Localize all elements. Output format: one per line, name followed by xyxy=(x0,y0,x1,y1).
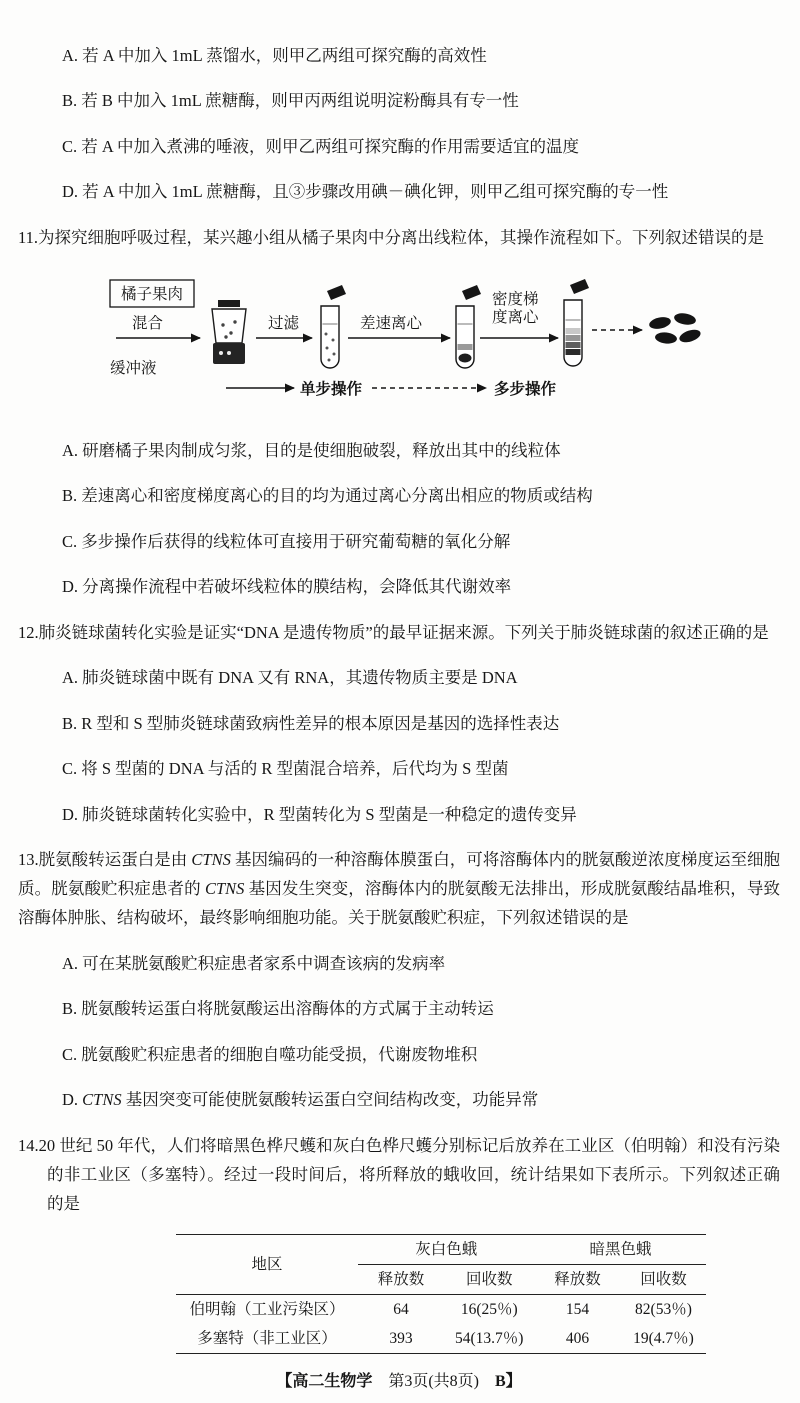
question-stem-text: 20 世纪 50 年代，人们将暗黑色桦尺蠖和灰白色桦尺蠖分别标记后放养在工业区（伯明翰）和没有污染的非工业区（多塞特）。经过一段时间后，将所释放的蛾收回，统计结果如下表所示。下列叙述正确的是 xyxy=(38,1135,780,1213)
option-d: D. 分离操作流程中若破坏线粒体的膜结构，会降低其代谢效率 xyxy=(62,577,512,596)
gene-symbol: CTNS xyxy=(204,879,245,898)
option-c: C. 将 S 型菌的 DNA 与活的 R 型菌混合培养，后代均为 S 型菌 xyxy=(62,759,509,778)
sub-header-released: 释放数 xyxy=(534,1265,620,1295)
sub-header-recaptured: 回收数 xyxy=(444,1265,534,1295)
option-c: C. 若 A 中加入煮沸的唾液，则甲乙两组可探究酶的作用需要适宜的温度 xyxy=(62,136,580,156)
question-stem xyxy=(18,1131,780,1218)
option-d xyxy=(18,1085,780,1114)
test-tube-2 xyxy=(456,285,481,368)
question-12 xyxy=(18,618,780,829)
question-number: 13. xyxy=(18,850,39,869)
value-cell: 16(25％) xyxy=(460,1301,518,1318)
pour-vessel-icon xyxy=(570,279,589,294)
differential-centrifugation-label: 差速离心 xyxy=(360,315,423,332)
question-14 xyxy=(18,1131,780,1355)
footer-page-number: 第3页(共8页) xyxy=(388,1373,479,1390)
multi-step-label: 多步操作 xyxy=(494,381,557,398)
footer-subject: 【高二生物学 xyxy=(276,1373,373,1390)
filter-label: 过滤 xyxy=(268,315,300,332)
density-gradient-label-line2: 度离心 xyxy=(492,309,539,326)
sub-header-released: 释放数 xyxy=(358,1265,444,1295)
pour-vessel-icon xyxy=(327,285,346,300)
column-header-region: 地区 xyxy=(176,1235,358,1295)
option-b: B. R 型和 S 型肺炎链球菌致病性差异的根本原因是基因的选择性表达 xyxy=(62,713,560,733)
option-a: A. 肺炎链球菌中既有 DNA 又有 RNA，其遗传物质主要是 DNA xyxy=(62,668,518,687)
flow-diagram-svg xyxy=(106,276,746,410)
question-10-options xyxy=(18,41,780,207)
question-11 xyxy=(18,223,780,602)
single-step-label: 单步操作 xyxy=(300,381,363,398)
blender-icon xyxy=(212,300,246,364)
question-number: 14. xyxy=(18,1135,39,1155)
page-footer xyxy=(18,1368,780,1391)
option-d: D. 若 A 中加入 1mL 蔗糖酶，且③步骤改用碘－碘化钾，则甲乙组可探究酶的专一性 xyxy=(62,182,669,201)
question-13 xyxy=(18,845,780,1114)
stem-text: 基因编码的一种溶酶体膜蛋白，可将溶酶体内的胱氨酸逆浓度梯度运至细胞质。胱氨酸贮积症患者的 xyxy=(18,850,780,898)
stem-text: 胱氨酸转运蛋白是由 xyxy=(38,850,192,869)
value-cell: 82(53％) xyxy=(635,1301,692,1318)
option-d-text: 基因突变可能使胱氨酸转运蛋白空间结构改变，功能异常 xyxy=(121,1090,539,1109)
gene-symbol: CTNS xyxy=(191,850,231,869)
gene-symbol: CTNS xyxy=(82,1090,122,1109)
buffer-label: 缓冲液 xyxy=(110,360,157,377)
region-cell: 伯明翰（工业污染区） xyxy=(189,1301,345,1318)
table-row-birmingham xyxy=(176,1295,706,1325)
question-number: 12. xyxy=(18,622,39,642)
footer-version: B】 xyxy=(495,1373,522,1390)
value-cell: 54(13.7％) xyxy=(455,1330,524,1347)
value-cell: 64 xyxy=(393,1301,409,1318)
option-a: A. 可在某胱氨酸贮积症患者家系中调查该病的发病率 xyxy=(62,953,446,973)
value-cell: 393 xyxy=(389,1330,413,1347)
column-header-grey-moth: 灰白色蛾 xyxy=(358,1235,534,1265)
mitochondria-icon xyxy=(648,312,702,345)
option-b: B. 若 B 中加入 1mL 蔗糖酶，则甲丙两组说明淀粉酶具有专一性 xyxy=(62,91,519,110)
q11-flow-diagram xyxy=(18,268,780,419)
value-cell: 154 xyxy=(565,1301,590,1318)
value-cell: 19(4.7％) xyxy=(633,1330,694,1347)
stem-text: 基因发生突变，溶酶体内的胱氨酸无法排出，形成胱氨酸结晶堆积，导致溶酶体肿胀、结构破坏，最终影响细胞功能。关于胱氨酸贮积症，下列叙述错误的是 xyxy=(18,879,780,927)
moth-statistics-table xyxy=(176,1234,706,1354)
option-c: C. 多步操作后获得的线粒体可直接用于研究葡萄糖的氧化分解 xyxy=(62,531,511,551)
question-stem-text: 为探究细胞呼吸过程，某兴趣小组从橘子果肉中分离出线粒体，其操作流程如下。下列叙述错误的是 xyxy=(38,227,765,247)
mix-label: 混合 xyxy=(132,315,164,332)
option-d-text: D. xyxy=(62,1090,83,1109)
region-cell: 多塞特（非工业区） xyxy=(197,1330,337,1347)
option-b: B. 差速离心和密度梯度离心的目的均为通过离心分离出相应的物质或结构 xyxy=(62,486,593,505)
option-c: C. 胱氨酸贮积症患者的细胞自噬功能受损，代谢废物堆积 xyxy=(62,1044,478,1064)
option-a: A. 若 A 中加入 1mL 蒸馏水，则甲乙两组可探究酶的高效性 xyxy=(62,45,487,65)
option-a: A. 研磨橘子果肉制成匀浆，目的是使细胞破裂，释放出其中的线粒体 xyxy=(62,440,561,460)
question-stem-text: 肺炎链球菌转化实验是证实“DNA 是遗传物质”的最早证据来源。下列关于肺炎链球菌的叙述正确的是 xyxy=(38,622,769,642)
question-stem xyxy=(18,618,780,647)
density-gradient-label-line1: 密度梯 xyxy=(492,291,539,308)
option-d: D. 肺炎链球菌转化实验中，R 型菌转化为 S 型菌是一种稳定的遗传变异 xyxy=(62,804,577,824)
table-group-header-row xyxy=(176,1235,706,1265)
column-header-dark-moth: 暗黑色蛾 xyxy=(534,1235,706,1265)
pulp-label: 橘子果肉 xyxy=(120,286,184,303)
question-number: 11. xyxy=(18,227,39,247)
table-row-dorset xyxy=(176,1324,706,1354)
value-cell: 406 xyxy=(565,1330,590,1347)
question-stem xyxy=(18,223,780,252)
sub-header-recaptured: 回收数 xyxy=(620,1265,706,1295)
option-b: B. 胱氨酸转运蛋白将胱氨酸运出溶酶体的方式属于主动转运 xyxy=(62,999,494,1018)
test-tube-1 xyxy=(321,285,346,368)
test-tube-3 xyxy=(564,279,589,366)
question-stem xyxy=(18,845,780,932)
pour-vessel-icon xyxy=(462,285,481,300)
